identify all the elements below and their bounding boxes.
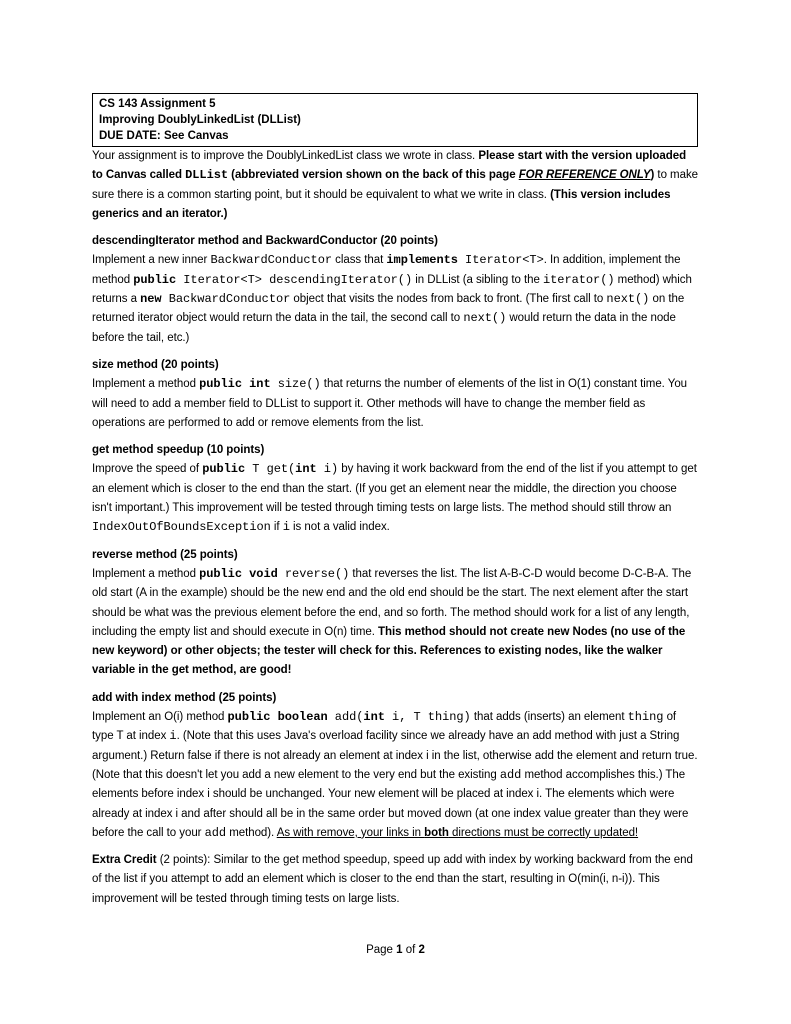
intro-text: to make sure there is a common starting point, but it should be equivalent to what we write in class.	[92, 169, 698, 201]
page-total: 2	[418, 944, 425, 956]
code-keyword: int	[363, 710, 385, 725]
code-keyword: implements	[386, 253, 458, 268]
intro-generics-note: (This version includes generics and an iterator.)	[92, 188, 671, 220]
section-heading: descendingIterator method and BackwardConductor (20 points)	[92, 235, 438, 248]
extra-credit-label: Extra Credit	[92, 854, 157, 867]
code-text: next()	[606, 292, 650, 307]
code-text: iterator()	[543, 272, 615, 287]
document-page	[92, 93, 698, 909]
code-text: add	[499, 767, 522, 782]
code-text: next()	[463, 311, 507, 326]
code-text: T get(	[245, 462, 296, 477]
body-text: would return the data in the node before the tail, etc.)	[92, 312, 676, 344]
code-text: IndexOutOfBoundsException	[92, 520, 271, 535]
section-body	[92, 565, 698, 681]
code-keyword: new	[140, 292, 162, 307]
intro-paragraph	[92, 147, 698, 224]
section-add-with-index	[92, 689, 698, 843]
code-text: i	[282, 520, 290, 535]
section-extra-credit	[92, 851, 698, 909]
page-footer	[0, 944, 791, 956]
footer-page-word: Page	[366, 944, 397, 956]
footer-of-word: of	[402, 944, 419, 956]
code-keyword: public	[133, 272, 177, 287]
body-text: that adds (inserts) an element	[470, 711, 628, 724]
body-text: if	[270, 521, 283, 534]
code-text: Iterator<T>	[457, 253, 544, 268]
section-body	[92, 460, 698, 537]
code-keyword: int	[295, 462, 317, 477]
section-body	[92, 708, 698, 843]
code-text: add(	[327, 710, 364, 725]
intro-bold: Please start with the version uploaded to Canvas called	[92, 150, 687, 182]
code-text: BackwardConductor	[210, 253, 333, 268]
code-text: Iterator<T> descendingIterator()	[176, 272, 413, 287]
code-keyword: public boolean	[227, 710, 328, 725]
intro-text: Your assignment is to improve the DoublyLinkedList class we wrote in class.	[92, 150, 479, 162]
section-body	[92, 851, 698, 909]
code-text: thing	[627, 710, 664, 725]
body-text: object that visits the nodes from back to front. (The first call to	[290, 293, 607, 306]
section-reverse-method	[92, 546, 698, 681]
body-text: in DLList (a sibling to the	[412, 273, 543, 286]
section-get-speedup	[92, 441, 698, 537]
header-box	[92, 93, 698, 147]
section-body	[92, 375, 698, 433]
body-text: is not a valid index.	[289, 521, 390, 534]
body-text: Implement a new inner	[92, 254, 211, 267]
body-text: class that	[332, 254, 387, 267]
section-heading: add with index method (25 points)	[92, 691, 277, 704]
intro-bold: (abbreviated version shown on the back of this page	[228, 169, 519, 182]
body-text: . In addition, implement the method	[92, 254, 681, 286]
code-text: BackwardConductor	[161, 292, 291, 307]
code-text: i)	[316, 462, 339, 477]
body-text: by having it work backward from the end of the list if you attempt to get an element which is closer to the end than the start. (If you get an element near the middle, the direction you choose isn't important.) This improvement will be tested through timing tests on large lists. The method should still throw an	[92, 463, 697, 515]
body-text: method) which returns a	[92, 273, 692, 306]
body-text: (2 points): Similar to the get method speedup, speed up add with index by working backward from the end of the list if you attempt to add an element which is closer to the end than the start, resulting in O(min(i, n-i)). This improvement will be tested through timing tests on large lists.	[92, 854, 693, 905]
body-text: of type T at index	[92, 711, 677, 743]
section-heading: reverse method (25 points)	[92, 548, 238, 561]
links-warning: directions must be correctly updated!	[448, 826, 639, 839]
code-text: reverse()	[277, 566, 350, 581]
links-warning-both: both	[424, 826, 449, 839]
intro-reference-only: FOR REFERENCE ONLY	[518, 169, 651, 182]
code-keyword: public int	[199, 377, 271, 392]
body-text: Implement a method	[92, 567, 200, 580]
code-keyword: public void	[199, 566, 278, 581]
section-body	[92, 251, 698, 347]
page-number: 1	[396, 944, 403, 956]
due-date: DUE DATE: See Canvas	[99, 130, 229, 142]
code-text: size()	[270, 377, 321, 392]
section-size-method	[92, 356, 698, 433]
body-text: Implement a method	[92, 378, 200, 391]
intro-bold: )	[650, 169, 655, 182]
code-text: i, T thing)	[384, 710, 471, 725]
body-text: that reverses the list. The list A-B-C-D would become D-C-B-A. The old start (A in the example) should be the new end and the old end should be the start. The next element after the start should be what was the previous element before the end, and so forth. The method should work for a list of any length, including the empty list and should execute in O(n) time.	[92, 567, 692, 638]
body-text: on the returned iterator object would return the data in the tail, the second call to	[92, 293, 685, 325]
section-heading: get method speedup (10 points)	[92, 444, 265, 457]
links-warning: As with remove, your links in	[276, 826, 425, 839]
body-text: method).	[226, 826, 277, 839]
body-text: that returns the number of elements of the list in O(1) constant time. You will need to add a member field to DLList to support it. Other methods will have to change the member field as operations are performed to add or remove elements from the list.	[92, 378, 688, 429]
body-text: method accomplishes this.) The elements before index i should be unchanged. Your new element will be placed at index i. The elements which were already at index i and after should all be in the same order but moved down (at one index value greater than they were before the call to your	[92, 768, 689, 839]
body-text: . (Note that this uses Java's overload facility since we already have an add method with just a String argument.) Return false if there is not already an element at index i in the list, otherwise add the element and return true. (Note that this doesn't let you add a new element to the very end but the existing	[92, 730, 698, 781]
code-keyword: public	[202, 462, 246, 477]
body-text: Improve the speed of	[92, 463, 203, 476]
body-text: Implement an O(i) method	[92, 711, 228, 724]
section-descending-iterator	[92, 232, 698, 348]
code-text: i	[169, 729, 177, 744]
reverse-warning: This method should not create new Nodes (no use of the new keyword) or other objects; the tester will check for this. References to existing nodes, like the walker variable in the get method, are good!	[92, 625, 686, 677]
section-heading: size method (20 points)	[92, 358, 219, 371]
course-title: CS 143 Assignment 5	[99, 98, 216, 110]
assignment-title: Improving DoublyLinkedList (DLList)	[99, 114, 301, 126]
code-text: add	[204, 825, 227, 840]
intro-code-dllist: DLList	[185, 168, 229, 183]
